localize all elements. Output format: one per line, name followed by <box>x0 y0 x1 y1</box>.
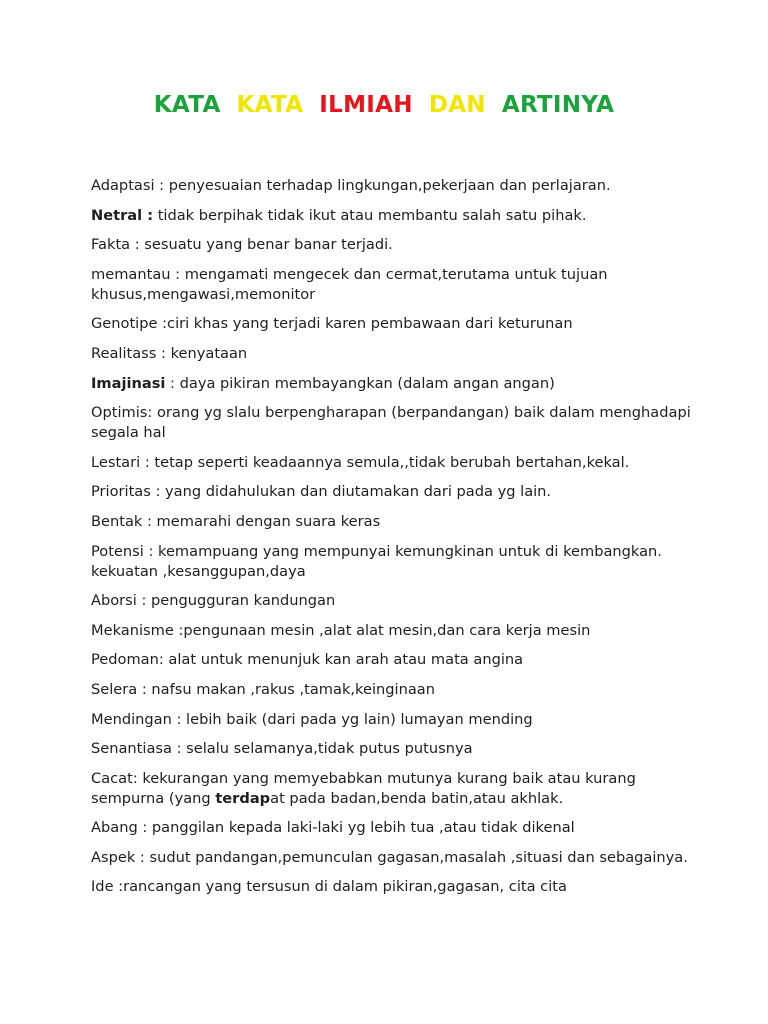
term-text: Aborsi : pengugguran kandungan <box>91 592 336 610</box>
term-text: Selera : nafsu makan ,rakus ,tamak,keinginaan <box>91 680 435 698</box>
term-entry <box>91 512 711 532</box>
title-word: KATA <box>153 92 221 118</box>
term-entry <box>91 739 711 759</box>
term-text: memantau : mengamati mengecek dan cermat,terutama untuk tujuan khusus,mengawasi,memonitor <box>91 265 608 303</box>
term-text: Cacat: kekurangan yang memyebabkan mutunya kurang baik atau kurang sempurna (yang <box>91 769 636 807</box>
term-entry <box>91 265 711 305</box>
term-text: Bentak : memarahi dengan suara keras <box>91 512 381 530</box>
term-entry <box>91 374 711 394</box>
term-entry <box>91 680 711 700</box>
term-emphasis: terdap <box>215 789 271 807</box>
document-title <box>0 92 768 118</box>
term-emphasis: Netral : <box>91 206 154 224</box>
term-text: Adaptasi : penyesuaian terhadap lingkungan,pekerjaan dan perlajaran. <box>91 177 611 194</box>
term-text: Abang : panggilan kepada laki-laki yg lebih tua ,atau tidak dikenal <box>91 819 575 837</box>
term-entry <box>91 542 711 582</box>
title-word: ARTINYA <box>501 92 615 118</box>
term-entry <box>91 482 711 502</box>
term-entry <box>91 235 711 255</box>
term-text: Fakta : sesuatu yang benar banar terjadi. <box>91 236 393 254</box>
term-text: : daya pikiran membayangkan (dalam angan angan) <box>165 374 555 392</box>
title-word: ILMIAH <box>319 92 413 118</box>
term-entry <box>91 650 711 670</box>
term-entry <box>91 314 711 334</box>
term-entry <box>91 769 711 809</box>
term-text: Mendingan : lebih baik (dari pada yg lain) lumayan mending <box>91 710 533 728</box>
term-entry <box>91 848 711 868</box>
term-text: Aspek : sudut pandangan,pemunculan gagasan,masalah ,situasi dan sebagainya. <box>91 848 688 866</box>
term-text: Mekanisme :pengunaan mesin ,alat alat mesin,dan cara kerja mesin <box>91 621 591 639</box>
term-text: at pada badan,benda batin,atau akhlak. <box>270 789 564 807</box>
term-text: tidak berpihak tidak ikut atau membantu salah satu pihak. <box>153 206 587 224</box>
term-entry <box>91 591 711 611</box>
term-text: Prioritas : yang didahulukan dan diutamakan dari pada yg lain. <box>91 483 552 501</box>
term-text: Realitass : kenyataan <box>91 344 248 362</box>
term-text: Lestari : tetap seperti keadaannya semula,,tidak berubah bertahan,kekal. <box>91 453 630 471</box>
term-text: Ide :rancangan yang tersusun di dalam pikiran,gagasan, cita cita <box>91 878 567 896</box>
term-entry <box>91 453 711 473</box>
term-text: Senantiasa : selalu selamanya,tidak putus putusnya <box>91 740 473 758</box>
term-entry <box>91 344 711 364</box>
term-entry <box>91 710 711 730</box>
term-text: Pedoman: alat untuk menunjuk kan arah atau mata angina <box>91 651 524 669</box>
term-entry <box>91 176 711 196</box>
term-text: Optimis: orang yg slalu berpengharapan (berpandangan) baik dalam menghadapi segala hal <box>91 404 691 442</box>
term-entry <box>91 621 711 641</box>
term-emphasis: Imajinasi <box>91 374 166 392</box>
term-entry <box>91 877 711 897</box>
term-entry <box>91 403 711 443</box>
title-word: DAN <box>428 92 486 118</box>
title-word: KATA <box>236 92 304 118</box>
term-list <box>91 176 711 907</box>
term-text: Potensi : kemampuang yang mempunyai kemungkinan untuk di kembangkan. kekuatan ,kesanggupan,daya <box>91 542 662 580</box>
term-text: Genotipe :ciri khas yang terjadi karen pembawaan dari keturunan <box>91 315 573 333</box>
term-entry <box>91 206 711 226</box>
term-entry <box>91 818 711 838</box>
